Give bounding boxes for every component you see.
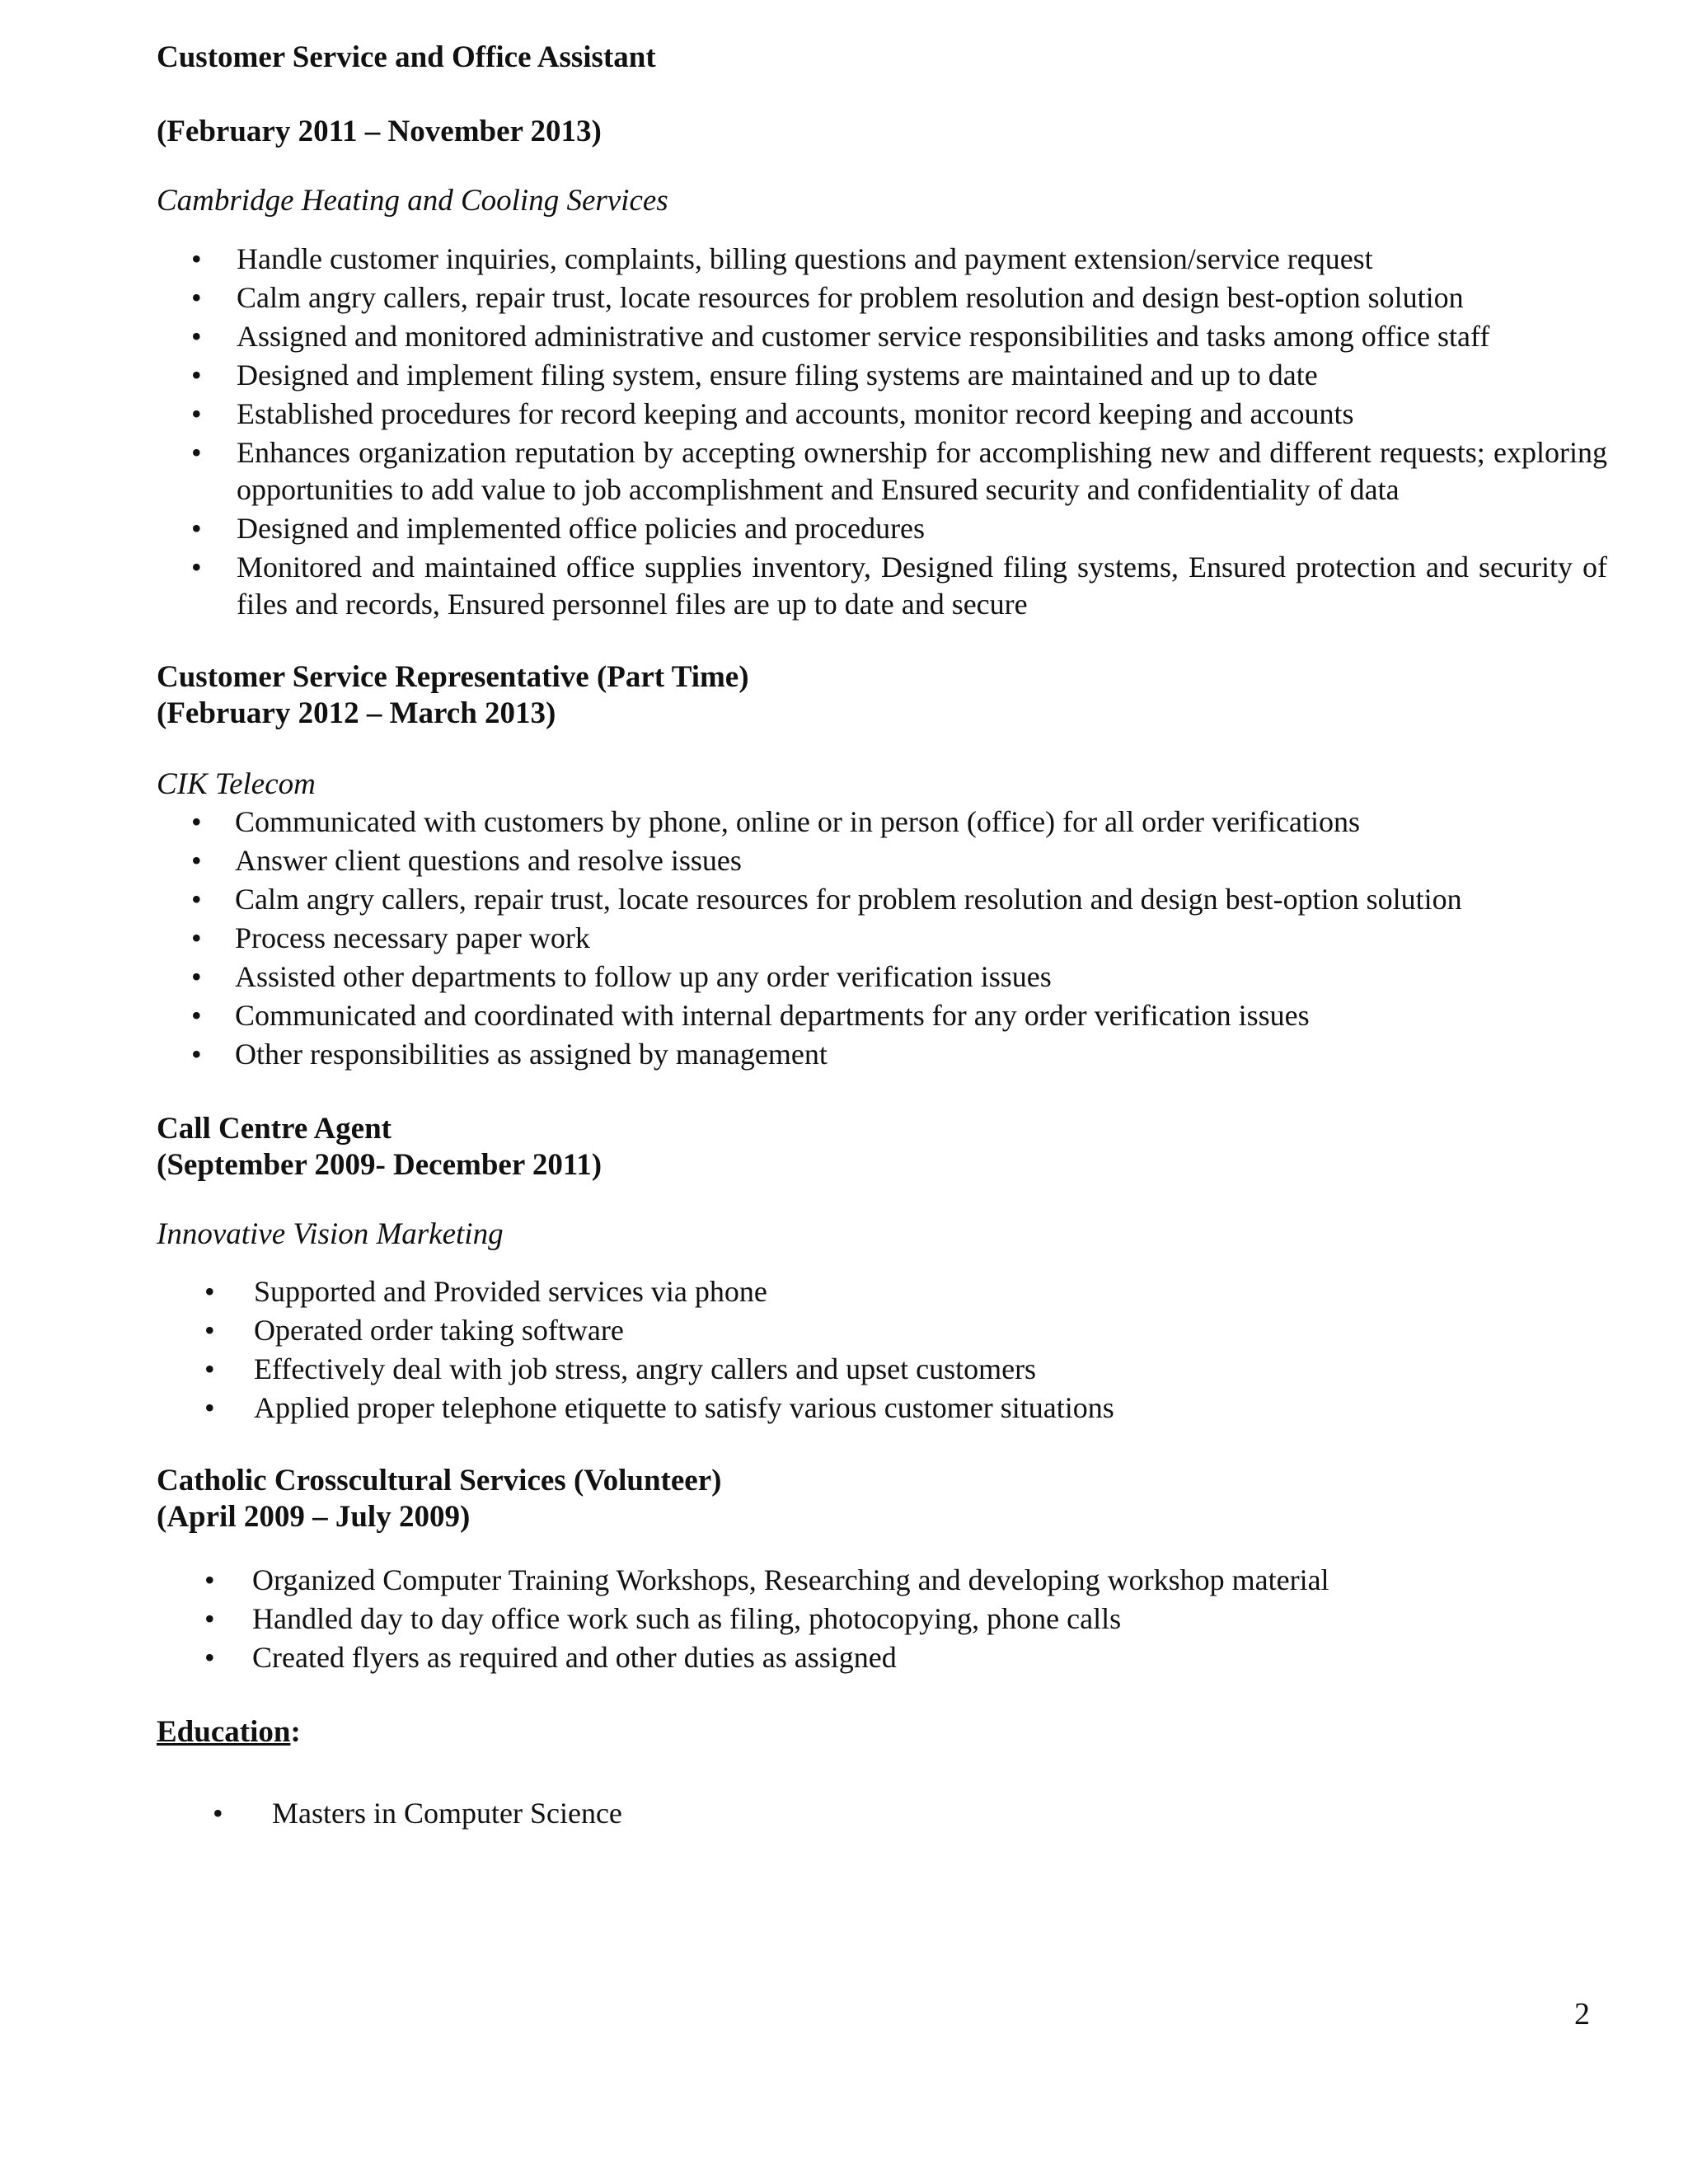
list-item: [157, 842, 1607, 881]
list-item: [157, 279, 1607, 318]
list-item: [157, 1390, 1607, 1428]
list-item: [157, 1795, 1607, 1834]
list-item: [157, 1601, 1607, 1639]
job-section-1: [157, 40, 1607, 76]
list-item: [157, 881, 1607, 920]
job-bullets: [157, 1273, 1607, 1428]
job-organization: Innovative Vision Marketing: [157, 1217, 504, 1251]
list-item: [157, 396, 1607, 434]
job-bullets: [157, 804, 1607, 1075]
bullet-icon: •: [204, 1352, 215, 1385]
list-item: [157, 1273, 1607, 1312]
bullet-icon: •: [204, 1314, 215, 1347]
bullet-icon: •: [204, 1641, 215, 1674]
bullet-icon: •: [191, 1038, 202, 1071]
list-item: [157, 1562, 1607, 1601]
job-org-wrap: [157, 1216, 1607, 1253]
bullet-icon: •: [191, 359, 202, 391]
job-section-4: [157, 1463, 1607, 1535]
education-section: [157, 1714, 1607, 1750]
list-item: [157, 1312, 1607, 1351]
bullet-icon: •: [204, 1275, 215, 1308]
bullet-text: Communicated with customers by phone, online or in person (office) for all order verifications: [235, 805, 1360, 838]
bullet-text: Supported and Provided services via phone: [254, 1275, 767, 1308]
bullet-text: Assigned and monitored administrative and customer service responsibilities and tasks among office staff: [237, 320, 1490, 353]
bullet-icon: •: [191, 883, 202, 916]
bullet-icon: •: [191, 281, 202, 314]
job-dates-wrap: [157, 114, 1607, 150]
job-title: Customer Service Representative (Part Time): [157, 660, 749, 694]
bullet-text: Operated order taking software: [254, 1314, 624, 1347]
job-organization: Cambridge Heating and Cooling Services: [157, 184, 668, 218]
bullet-icon: •: [191, 805, 202, 838]
job-section-3: [157, 1111, 1607, 1183]
bullet-text: Organized Computer Training Workshops, Researching and developing workshop material: [252, 1563, 1329, 1596]
bullet-text: Other responsibilities as assigned by management: [235, 1038, 828, 1071]
list-item: [157, 1639, 1607, 1678]
education-heading: [157, 1714, 1607, 1750]
job-dates: (February 2012 – March 2013): [157, 696, 556, 730]
bullet-icon: •: [191, 960, 202, 993]
bullet-icon: •: [191, 921, 202, 954]
bullet-icon: •: [191, 512, 202, 545]
job-dates: (February 2011 – November 2013): [157, 115, 602, 148]
bullet-text: Communicated and coordinated with internal departments for any order verification issues: [235, 999, 1310, 1032]
list-item: [157, 241, 1607, 279]
job-org-wrap: [157, 766, 1607, 803]
job-org-wrap: [157, 183, 1607, 219]
bullet-icon: •: [191, 551, 202, 583]
bullet-text: Designed and implement filing system, ensure filing systems are maintained and up to date: [237, 359, 1318, 391]
bullet-icon: •: [213, 1797, 223, 1830]
bullet-text: Monitored and maintained office supplies inventory, Designed filing systems, Ensured protection and security of files and records, Ensured personnel files are up to date and secure: [237, 551, 1607, 621]
job-title: Catholic Crosscultural Services (Volunteer): [157, 1464, 722, 1497]
list-item: [157, 1036, 1607, 1075]
bullet-text: Established procedures for record keeping and accounts, monitor record keeping and accounts: [237, 397, 1354, 430]
job-title: Call Centre Agent: [157, 1112, 392, 1146]
list-item: [157, 1351, 1607, 1390]
bullet-text: Designed and implemented office policies and procedures: [237, 512, 926, 545]
bullet-text: Masters in Computer Science: [272, 1797, 622, 1830]
bullet-text: Calm angry callers, repair trust, locate resources for problem resolution and design best-option solution: [235, 883, 1462, 916]
list-item: [157, 920, 1607, 958]
bullet-icon: •: [204, 1391, 215, 1424]
list-item: [157, 997, 1607, 1036]
bullet-icon: •: [191, 844, 202, 877]
bullet-text: Applied proper telephone etiquette to satisfy various customer situations: [254, 1391, 1114, 1424]
list-item: [157, 357, 1607, 396]
bullet-text: Handled day to day office work such as filing, photocopying, phone calls: [252, 1602, 1122, 1635]
bullet-text: Assisted other departments to follow up any order verification issues: [235, 960, 1052, 993]
list-item: [157, 958, 1607, 997]
list-item: [157, 804, 1607, 842]
bullet-text: Process necessary paper work: [235, 921, 590, 954]
job-section-2: [157, 659, 1607, 732]
bullet-text: Calm angry callers, repair trust, locate resources for problem resolution and design best-option solution: [237, 281, 1464, 314]
bullet-text: Created flyers as required and other duties as assigned: [252, 1641, 897, 1674]
bullet-icon: •: [204, 1602, 215, 1635]
job-title: Customer Service and Office Assistant: [157, 40, 656, 74]
job-dates: (September 2009- December 2011): [157, 1148, 603, 1182]
bullet-text: Answer client questions and resolve issues: [235, 844, 742, 877]
list-item: [157, 318, 1607, 357]
bullet-text: Enhances organization reputation by accepting ownership for accomplishing new and different requests; exploring opportunities to add value to job accomplishment and Ensured security and confidentiality of data: [237, 436, 1607, 506]
bullet-icon: •: [191, 397, 202, 430]
bullet-text: Handle customer inquiries, complaints, billing questions and payment extension/service request: [237, 242, 1373, 275]
list-item: [157, 434, 1607, 510]
education-heading-colon: :: [290, 1715, 301, 1749]
education-bullets: [157, 1795, 1607, 1834]
bullet-icon: •: [191, 320, 202, 353]
job-dates: (April 2009 – July 2009): [157, 1500, 471, 1534]
list-item: [157, 510, 1607, 549]
education-heading-text: Education: [157, 1715, 291, 1749]
bullet-text: Effectively deal with job stress, angry callers and upset customers: [254, 1352, 1037, 1385]
list-item: [157, 549, 1607, 625]
bullet-icon: •: [191, 436, 202, 469]
job-bullets: [157, 241, 1607, 625]
bullet-icon: •: [204, 1563, 215, 1596]
job-bullets: [157, 1562, 1607, 1678]
job-organization: CIK Telecom: [157, 767, 316, 801]
bullet-icon: •: [191, 242, 202, 275]
bullet-icon: •: [191, 999, 202, 1032]
page-number: 2: [1574, 1997, 1590, 2032]
